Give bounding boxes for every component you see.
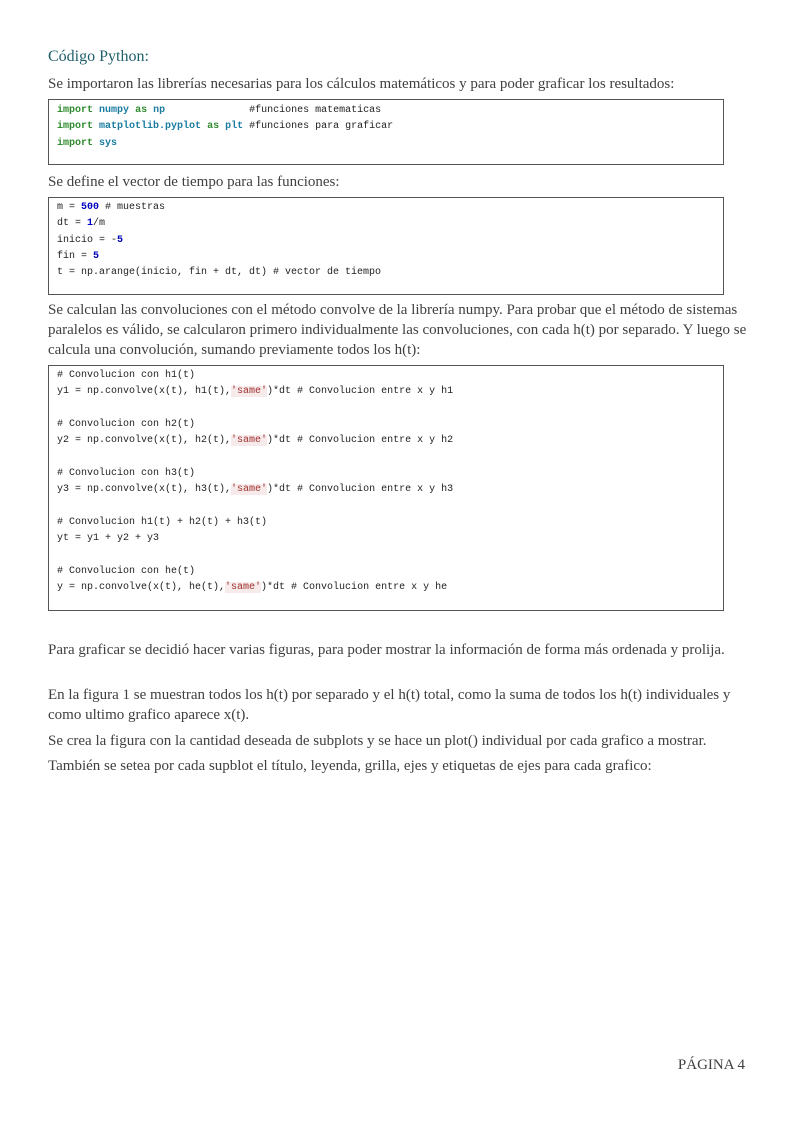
code-line: fin = 5: [57, 250, 100, 262]
code-line: # Convolucion con h3(t): [57, 467, 196, 479]
code-line-blank: [49, 547, 723, 563]
code-line: y3 = np.convolve(x(t), h3(t),'same')*dt # Convolucion entre x y h3: [57, 484, 454, 496]
section-heading: Código Python:: [48, 48, 149, 65]
paragraph-subplot-settings: También se setea por cada supblot el título, leyenda, grilla, ejes y etiquetas de ejes para cada grafico:: [48, 758, 652, 774]
code-line: y = np.convolve(x(t), he(t),'same')*dt # Convolucion entre x y he: [57, 581, 448, 593]
code-line: import matplotlib.pyplot as plt #funciones para graficar: [57, 121, 394, 133]
paragraph-plotting: Para graficar se decidió hacer varias figuras, para poder mostrar la información de forma más ordenada y prolija.: [48, 642, 725, 658]
code-block-convolutions: [48, 365, 724, 611]
paragraph-time-vector: Se define el vector de tiempo para las funciones:: [48, 174, 340, 190]
paragraph-convolutions: Se calculan las convoluciones con el método convolve de la librería numpy. Para probar que el método de sistemas paralelos es válido, se calcularon primero individualmente las convoluciones, con cada h(t) por separado. Y luego se calcula una convolución, sumando previamente todos los h(t):: [48, 302, 747, 358]
code-line: m = 500 # muestras: [57, 202, 166, 213]
code-line: t = np.arange(inicio, fin + dt, dt) # vector de tiempo: [57, 267, 382, 279]
code-line-blank: [49, 401, 723, 417]
code-line: import numpy as np #funciones matematicas: [57, 105, 382, 116]
code-line: # Convolucion h1(t) + h2(t) + h3(t): [57, 516, 268, 528]
code-line: # Convolucion con h1(t): [57, 370, 196, 381]
code-line-blank: [49, 449, 723, 465]
code-block-time: [48, 197, 724, 295]
code-block-imports: [48, 99, 724, 165]
code-line: y2 = np.convolve(x(t), h2(t),'same')*dt # Convolucion entre x y h2: [57, 435, 454, 447]
code-line: # Convolucion con h2(t): [57, 418, 196, 430]
code-line: import sys: [57, 137, 118, 149]
code-line: inicio = -5: [57, 234, 124, 246]
page-number: PÁGINA 4: [677, 1057, 745, 1073]
paragraph-imports: Se importaron las librerías necesarias para los cálculos matemáticos y para poder graficar los resultados:: [48, 76, 675, 92]
paragraph-figure-1: En la figura 1 se muestran todos los h(t) por separado y el h(t) total, como la suma de todos los h(t) individuales y como ultimo grafico aparece x(t).: [48, 687, 731, 723]
code-line: y1 = np.convolve(x(t), h1(t),'same')*dt # Convolucion entre x y h1: [57, 386, 454, 398]
code-line-blank: [49, 498, 723, 514]
code-line: yt = y1 + y2 + y3: [57, 532, 160, 544]
code-line: dt = 1/m: [57, 218, 106, 230]
paragraph-subplots: Se crea la figura con la cantidad deseada de subplots y se hace un plot() individual por cada grafico a mostrar.: [48, 733, 707, 749]
code-line: # Convolucion con he(t): [57, 565, 196, 577]
